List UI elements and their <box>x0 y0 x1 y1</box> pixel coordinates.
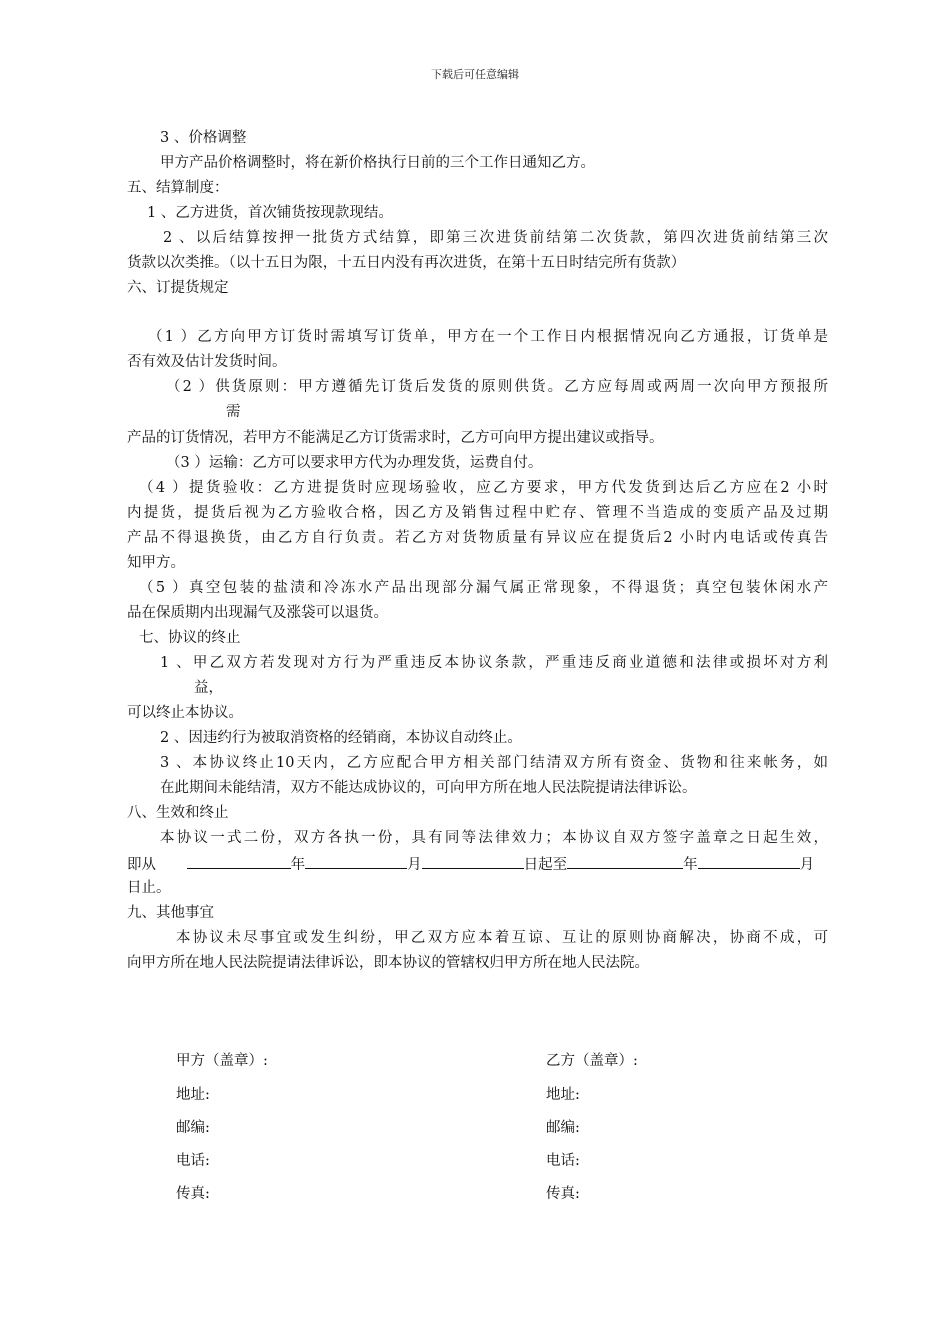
paragraph-line: 可以终止本协议。 <box>127 705 243 721</box>
party-b-title: 乙方（盖章）: <box>546 1053 638 1069</box>
paragraph-line: 知甲方。 <box>127 555 185 571</box>
paragraph-line: 3 、本协议终止10天内，乙方应配合甲方相关部门结清双方所有资金、货物和往来帐务，如 <box>160 755 828 771</box>
date-prefix: 即从 <box>127 857 156 873</box>
paragraph-line: （2 ）供货原则：甲方遵循先订货后发货的原则供货。乙方应每周或两周一次向甲方预报所 <box>166 379 828 395</box>
paragraph-line: 否有效及估计发货时间。 <box>127 354 287 370</box>
paragraph-line: （1 ）乙方向甲方订货时需填写订货单，甲方在一个工作日内根据情况向乙方通报，订货单是 <box>148 329 828 345</box>
party-b-postcode: 邮编: <box>546 1120 580 1136</box>
paragraph-line: 本协议一式二份，双方各执一份，具有同等法律效力；本协议自双方签字盖章之日起生效， <box>160 830 828 846</box>
paragraph-line: 1 、乙方进货，首次铺货按现款现结。 <box>147 205 393 221</box>
year-label: 年 <box>290 857 306 873</box>
paragraph-line: 品在保质期内出现漏气及涨袋可以退货。 <box>127 605 388 621</box>
party-a-fax: 传真: <box>176 1186 210 1202</box>
paragraph-line: 产品的订货情况，若甲方不能满足乙方订货需求时，乙方可向甲方提出建议或指导。 <box>127 430 664 446</box>
paragraph-line: 在此期间未能结清，双方不能达成协议的，可向甲方所在地人民法院提请法律诉讼。 <box>160 780 697 796</box>
paragraph-line: 2 、因违约行为被取消资格的经销商，本协议自动终止。 <box>160 730 522 746</box>
paragraph-line: 益， <box>194 680 223 696</box>
paragraph-line: 2 、以后结算按押一批货方式结算，即第三次进货前结第二次货款，第四次进货前结第三次 <box>163 230 828 246</box>
month-label: 月 <box>799 857 815 873</box>
year-label: 年 <box>683 857 698 873</box>
page-header-note: 下载后可任意编辑 <box>431 68 519 81</box>
date-range-line <box>127 852 814 876</box>
paragraph-line: 货款以次类推。（以十五日为限，十五日内没有再次进货，在第十五日时结完所有货款） <box>127 255 686 271</box>
paragraph-line: 需 <box>226 404 241 420</box>
paragraph-line: 甲方产品价格调整时，将在新价格执行日前的三个工作日通知乙方。 <box>160 155 595 171</box>
end-month-blank <box>698 852 800 869</box>
party-a-postcode: 邮编: <box>176 1120 210 1136</box>
section-heading-termination: 七、协议的终止 <box>139 630 241 646</box>
paragraph-line: 产品不得退换货，由乙方自行负责。若乙方对货物质量有异议应在提货后2 小时内电话或传真告 <box>127 530 828 546</box>
party-a-phone: 电话: <box>176 1153 210 1169</box>
paragraph-line: （4 ）提货验收：乙方进提货时应现场验收，应乙方要求，甲方代发货到达后乙方应在2 小时 <box>139 480 828 496</box>
section-heading-ordering: 六、订提货规定 <box>127 280 229 296</box>
start-year-blank <box>187 852 291 869</box>
party-b-fax: 传真: <box>546 1186 580 1202</box>
party-b-phone: 电话: <box>546 1153 580 1169</box>
section-heading-other: 九、其他事宜 <box>127 905 214 921</box>
paragraph-line: 1 、甲乙双方若发现对方行为严重违反本协议条款，严重违反商业道德和法律或损坏对方利 <box>160 655 828 671</box>
section-price-adjust-heading: 3 、价格调整 <box>160 130 247 146</box>
paragraph-line: 向甲方所在地人民法院提请法律诉讼，即本协议的管辖权归甲方所在地人民法院。 <box>127 955 649 971</box>
start-month-blank <box>305 852 407 869</box>
paragraph-line: 本协议未尽事宜或发生纠纷，甲乙双方应本着互谅、互让的原则协商解决，协商不成，可 <box>176 930 828 946</box>
party-a-address: 地址: <box>176 1087 210 1103</box>
end-year-blank <box>567 852 683 869</box>
month-label: 月 <box>407 857 422 873</box>
paragraph-line: 内提货，提货后视为乙方验收合格，因乙方及销售过程中贮存、管理不当造成的变质产品及过期 <box>127 505 828 521</box>
start-day-blank <box>422 852 524 869</box>
day-from-label: 日起至 <box>523 857 568 873</box>
party-b-address: 地址: <box>546 1087 580 1103</box>
paragraph-line: 日止。 <box>127 880 171 896</box>
section-heading-effect: 八、生效和终止 <box>127 805 229 821</box>
paragraph-line: （5 ）真空包装的盐渍和冷冻水产品出现部分漏气属正常现象，不得退货；真空包装休闲水产 <box>139 580 828 596</box>
party-a-title: 甲方（盖章）: <box>176 1053 268 1069</box>
paragraph-line: （3 ）运输：乙方可以要求甲方代为办理发货，运费自付。 <box>166 455 543 471</box>
section-heading-settlement: 五、结算制度： <box>127 180 229 196</box>
